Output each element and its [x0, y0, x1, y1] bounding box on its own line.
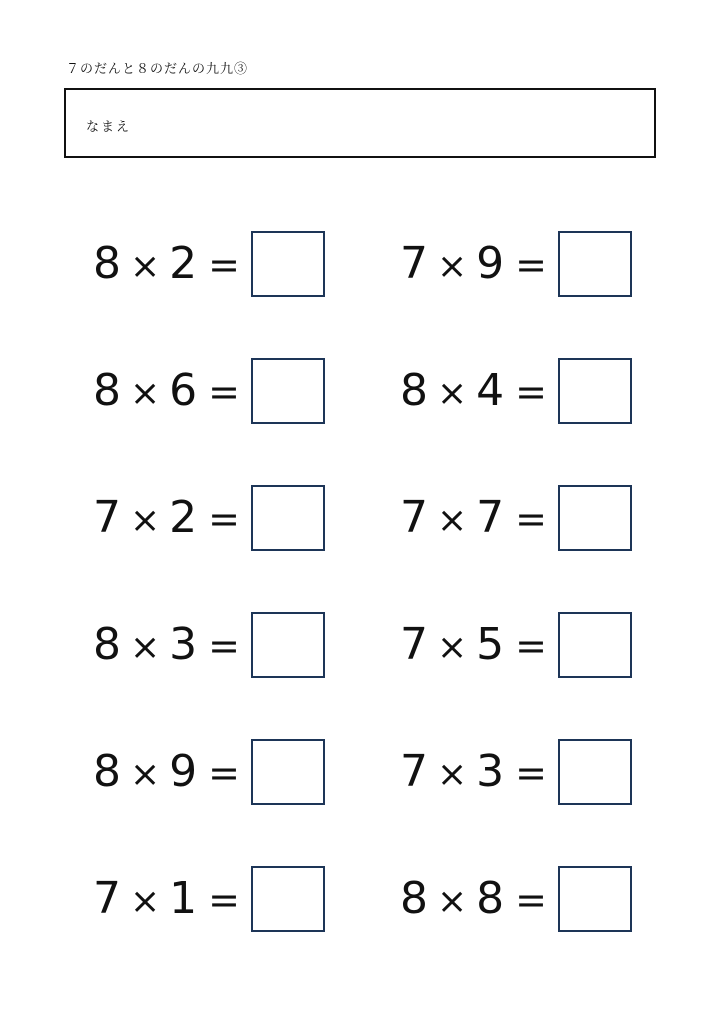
operand-a: 7	[92, 491, 124, 543]
multiply-icon: ×	[129, 245, 164, 287]
problem-item	[362, 866, 660, 932]
problem-item	[362, 612, 660, 678]
operand-a: 8	[92, 618, 124, 670]
problem-item	[362, 231, 660, 297]
operand-a: 7	[92, 872, 124, 924]
operand-b: 1	[169, 872, 201, 924]
problem-item	[64, 612, 362, 678]
multiply-icon: ×	[129, 372, 164, 414]
problem-item	[64, 231, 362, 297]
operand-b: 5	[476, 618, 508, 670]
problem-expression	[399, 364, 554, 416]
problem-row	[64, 327, 660, 454]
multiply-icon: ×	[436, 245, 471, 287]
problem-item	[64, 739, 362, 805]
equals-sign: =	[208, 369, 243, 414]
problem-expression	[399, 237, 554, 289]
operand-b: 3	[476, 745, 508, 797]
multiply-icon: ×	[436, 626, 471, 668]
answer-box[interactable]	[251, 866, 325, 932]
problem-expression	[399, 491, 554, 543]
operand-a: 8	[92, 237, 124, 289]
operand-b: 2	[169, 237, 201, 289]
operand-b: 9	[476, 237, 508, 289]
problem-expression	[92, 872, 247, 924]
multiply-icon: ×	[436, 372, 471, 414]
answer-box[interactable]	[251, 231, 325, 297]
problem-item	[64, 866, 362, 932]
multiply-icon: ×	[436, 880, 471, 922]
equals-sign: =	[515, 623, 550, 668]
equals-sign: =	[515, 750, 550, 795]
multiply-icon: ×	[129, 753, 164, 795]
operand-b: 2	[169, 491, 201, 543]
operand-a: 7	[399, 491, 431, 543]
operand-a: 7	[399, 618, 431, 670]
problem-expression	[92, 745, 247, 797]
problem-row	[64, 454, 660, 581]
multiply-icon: ×	[436, 499, 471, 541]
answer-box[interactable]	[558, 231, 632, 297]
name-field-label: なまえ	[86, 119, 132, 134]
operand-b: 6	[169, 364, 201, 416]
problem-expression	[92, 618, 247, 670]
answer-box[interactable]	[558, 866, 632, 932]
equals-sign: =	[208, 242, 243, 287]
problem-item	[362, 485, 660, 551]
answer-box[interactable]	[558, 739, 632, 805]
problem-item	[64, 358, 362, 424]
problem-row	[64, 835, 660, 962]
operand-a: 7	[399, 237, 431, 289]
problem-row	[64, 581, 660, 708]
problem-expression	[399, 618, 554, 670]
equals-sign: =	[208, 877, 243, 922]
answer-box[interactable]	[558, 358, 632, 424]
operand-a: 8	[92, 364, 124, 416]
answer-box[interactable]	[558, 612, 632, 678]
problem-grid	[64, 200, 660, 960]
operand-b: 4	[476, 364, 508, 416]
equals-sign: =	[515, 369, 550, 414]
multiply-icon: ×	[436, 753, 471, 795]
equals-sign: =	[208, 496, 243, 541]
operand-b: 9	[169, 745, 201, 797]
problem-item	[362, 358, 660, 424]
problem-item	[362, 739, 660, 805]
operand-a: 8	[92, 745, 124, 797]
problem-expression	[399, 872, 554, 924]
problem-expression	[399, 745, 554, 797]
answer-box[interactable]	[251, 612, 325, 678]
equals-sign: =	[515, 496, 550, 541]
operand-a: 8	[399, 872, 431, 924]
answer-box[interactable]	[251, 358, 325, 424]
multiply-icon: ×	[129, 499, 164, 541]
multiply-icon: ×	[129, 880, 164, 922]
operand-b: 3	[169, 618, 201, 670]
operand-b: 7	[476, 491, 508, 543]
answer-box[interactable]	[251, 739, 325, 805]
equals-sign: =	[515, 242, 550, 287]
page-title: ７のだんと８のだんの九九③	[66, 61, 249, 76]
problem-expression	[92, 237, 247, 289]
problem-row	[64, 200, 660, 327]
problem-item	[64, 485, 362, 551]
problem-expression	[92, 364, 247, 416]
multiply-icon: ×	[129, 626, 164, 668]
name-field-box[interactable]	[64, 88, 656, 158]
equals-sign: =	[515, 877, 550, 922]
answer-box[interactable]	[251, 485, 325, 551]
operand-a: 7	[399, 745, 431, 797]
answer-box[interactable]	[558, 485, 632, 551]
equals-sign: =	[208, 750, 243, 795]
operand-a: 8	[399, 364, 431, 416]
problem-expression	[92, 491, 247, 543]
equals-sign: =	[208, 623, 243, 668]
operand-b: 8	[476, 872, 508, 924]
problem-row	[64, 708, 660, 835]
